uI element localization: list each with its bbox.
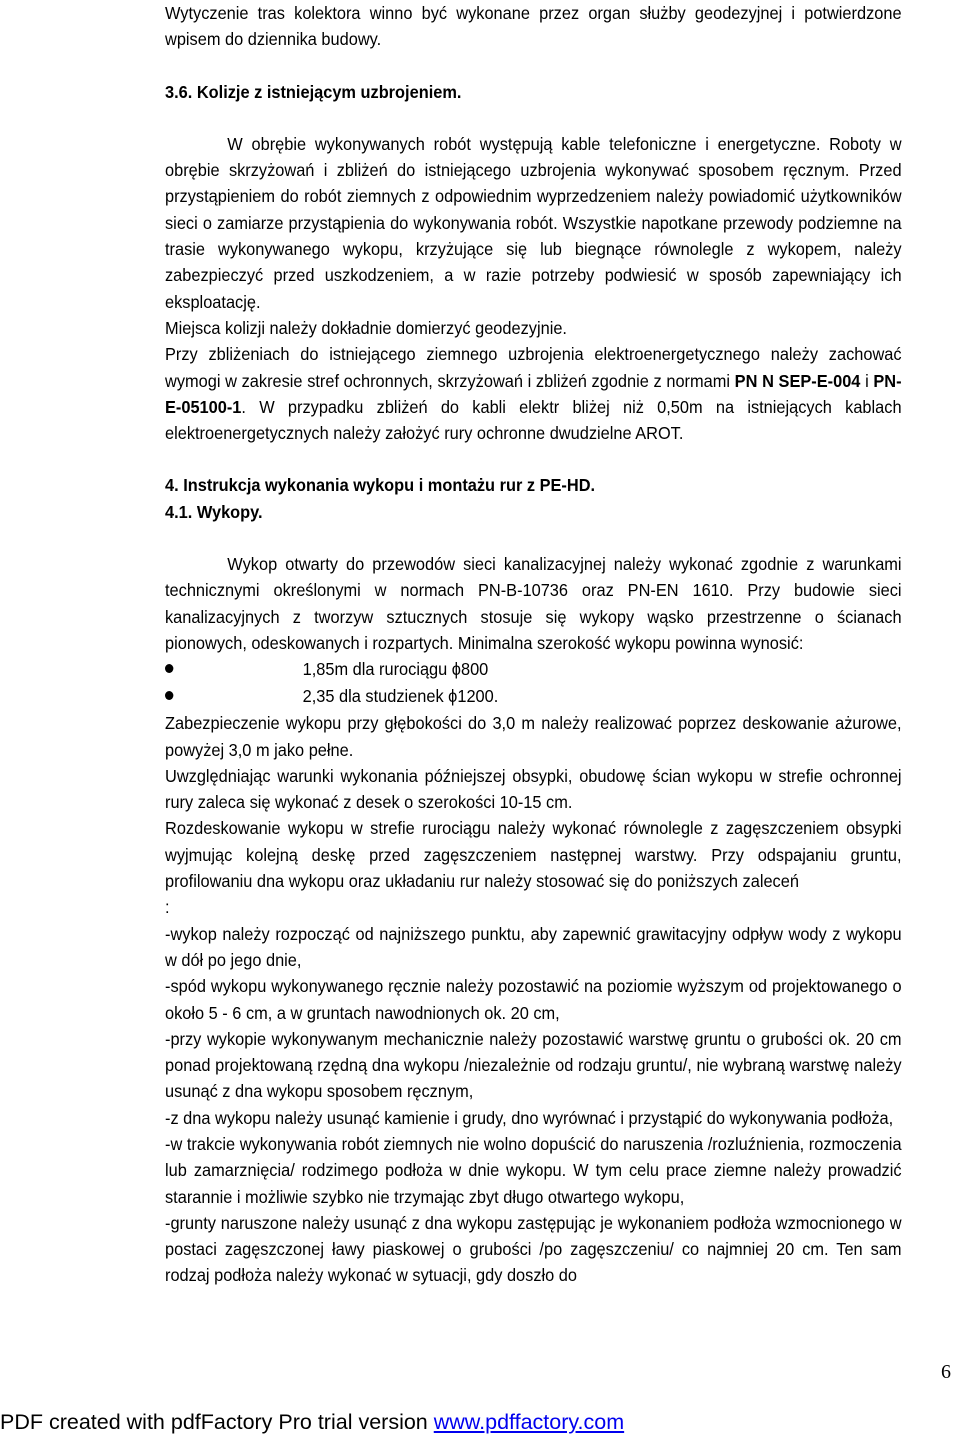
dash-item: -z dna wykopu należy usunąć kamienie i grudy, dno wyrównać i przystąpić do wykonywania podłoża, xyxy=(165,1107,894,1128)
dash-item: -wykop należy rozpocząć od najniższego punktu, aby zapewnić grawitacyjny odpływ wody z wykopu w dół po jego dnie, xyxy=(165,923,902,970)
paragraph-3-part-b: i xyxy=(860,370,874,391)
section-4-1-paragraph-4: Rozdeskowanie wykopu w strefie rurociągu należy wykonać równolegle z zagęszczeniem obsypki wyjmując kolejną deskę przed zagęszczeniem następnej warstwy. Przy odspajaniu gruntu, profilowaniu dna wykopu oraz układaniu rur należy stosować się do poniższych zaleceń xyxy=(165,818,902,892)
bullet-icon xyxy=(165,691,173,700)
colon-line: : xyxy=(165,897,170,918)
paragraph-3-part-c: . W przypadku zbliżeń do kabli elektr bliżej niż 0,50m na istniejących kablach elektroenergetycznych należy założyć rury ochronne dwudzielne AROT. xyxy=(165,396,902,444)
dash-item: -przy wykopie wykonywanym mechanicznie należy pozostawić warstwę gruntu o grubości ok. 20 cm ponad projektowaną rzędną dna wykopu /niezależnie od rodzaju gruntu/, nie wybraną warstwę należy usunąć z dna wykopu sposobem ręcznym, xyxy=(165,1028,902,1102)
section-4-1-heading: 4.1. Wykopy. xyxy=(165,501,263,522)
paragraph-3-part-a: Przy zbliżeniach do istniejącego ziemnego uzbrojenia elektroenergetycznego należy zachować wymogi w zakresie stref ochronnych, skrzyżowań i zbliżeń zgodnie z normami xyxy=(165,344,902,391)
bullet-icon xyxy=(165,664,173,673)
bullet-text: 2,35 dla studzienek ϕ1200. xyxy=(302,686,499,707)
footer-text: PDF created with pdfFactory Pro trial version xyxy=(0,1410,434,1434)
spacer xyxy=(165,53,902,79)
section-4-heading: 4. Instrukcja wykonania wykopu i montażu rur z PE-HD. xyxy=(165,475,596,496)
section-3-6-heading: 3.6. Kolizje z istniejącym uzbrojeniem. xyxy=(165,81,462,102)
intro-paragraph: Wytyczenie tras kolektora winno być wykonane przez organ służby geodezyjnej i potwierdzone wpisem do dziennika budowy. xyxy=(165,3,902,50)
spacer xyxy=(165,446,902,472)
section-4-1-paragraph-3: Uwzględniając warunki wykonania późniejszej obsypki, obudowę ścian wykopu w strefie ochronnej rury zaleca się wykonać z desek o szerokości 10-15 cm. xyxy=(165,765,902,813)
bullet-list xyxy=(165,656,902,710)
norm-pn-e-05100-1: PN-E-05100-1 xyxy=(165,370,902,417)
section-4-1-paragraph-2: Zabezpieczenie wykopu przy głębokości do 3,0 m należy realizować poprzez deskowanie ażurowe, powyżej 3,0 m jako pełne. xyxy=(165,713,902,760)
section-3-6-paragraph-2: Miejsca kolizji należy dokładnie domierzyć geodezyjnie. xyxy=(165,317,567,338)
norm-pn-n-sep-e-004: PN N SEP-E-004 xyxy=(734,370,861,391)
spacer xyxy=(165,105,902,131)
footer-link[interactable]: www.pdffactory.com xyxy=(433,1410,625,1434)
pdf-footer xyxy=(0,1410,624,1435)
document-body xyxy=(165,0,902,1289)
list-item xyxy=(165,656,902,683)
section-4-1-paragraph-1: Wykop otwarty do przewodów sieci kanalizacyjnej należy wykonać zgodnie z warunkami technicznymi określonymi w normach PN-B-10736 oraz PN-EN 1610. Przy budowie sieci kanalizacyjnych z tworzyw sztucznych stosuje się wykopy wąsko przestrzenne o ścianach pionowych, odeskowanych i rozpartych. Minimalna szerokość wykopu powinna wynosić: xyxy=(165,554,902,653)
dash-item: -spód wykopu wykonywanego ręcznie należy pozostawić na poziomie wyższym od projektowanego o około 5 - 6 cm, a w gruntach nawodnionych ok. 20 cm, xyxy=(165,976,902,1023)
section-3-6-paragraph-1: W obrębie wykonywanych robót występują kable telefoniczne i energetyczne. Roboty w obrębie skrzyżowań i zbliżeń do istniejącego uzbrojenia wykonywać sposobem ręcznym. Przed przystąpieniem do robót ziemnych z odpowiednim wyprzedzeniem należy powiadomić użytkowników sieci o zamiarze przystąpienia do wykonywania robót. Wszystkie napotkane przewody podziemne na trasie wykonywanego wykopu, krzyżujące się lub biegnące równolegle z wykopem, należy zabezpieczyć przed uszkodzeniem, a w razie potrzeby podwiesić w sposób zapewniający ich eksploatację. xyxy=(165,133,902,312)
bullet-text: 1,85m dla rurociągu ϕ800 xyxy=(302,659,489,680)
page-number: 6 xyxy=(941,1361,951,1383)
section-3-6-paragraph-3 xyxy=(165,341,902,446)
list-item xyxy=(165,683,902,710)
dash-item: -w trakcie wykonywania robót ziemnych nie wolno dopuścić do naruszenia /rozluźnienia, rozmoczenia lub zamarznięcia/ rodzimego podłoża w dnie wykopu. W tym celu prace ziemne należy prowadzić starannie i możliwie szybko nie trzymając zbyt długo otwartego wykopu, xyxy=(165,1133,902,1207)
dash-item: -grunty naruszone należy usunąć z dna wykopu zastępując je wykonaniem podłoża wzmocnionego w postaci zagęszczonej ławy piaskowej o grubości /po zagęszczeniu/ co najmniej 20 cm. Ten sam rodzaj podłoża należy wykonać w sytuacji, gdy doszło do xyxy=(165,1212,902,1286)
spacer xyxy=(165,525,902,551)
